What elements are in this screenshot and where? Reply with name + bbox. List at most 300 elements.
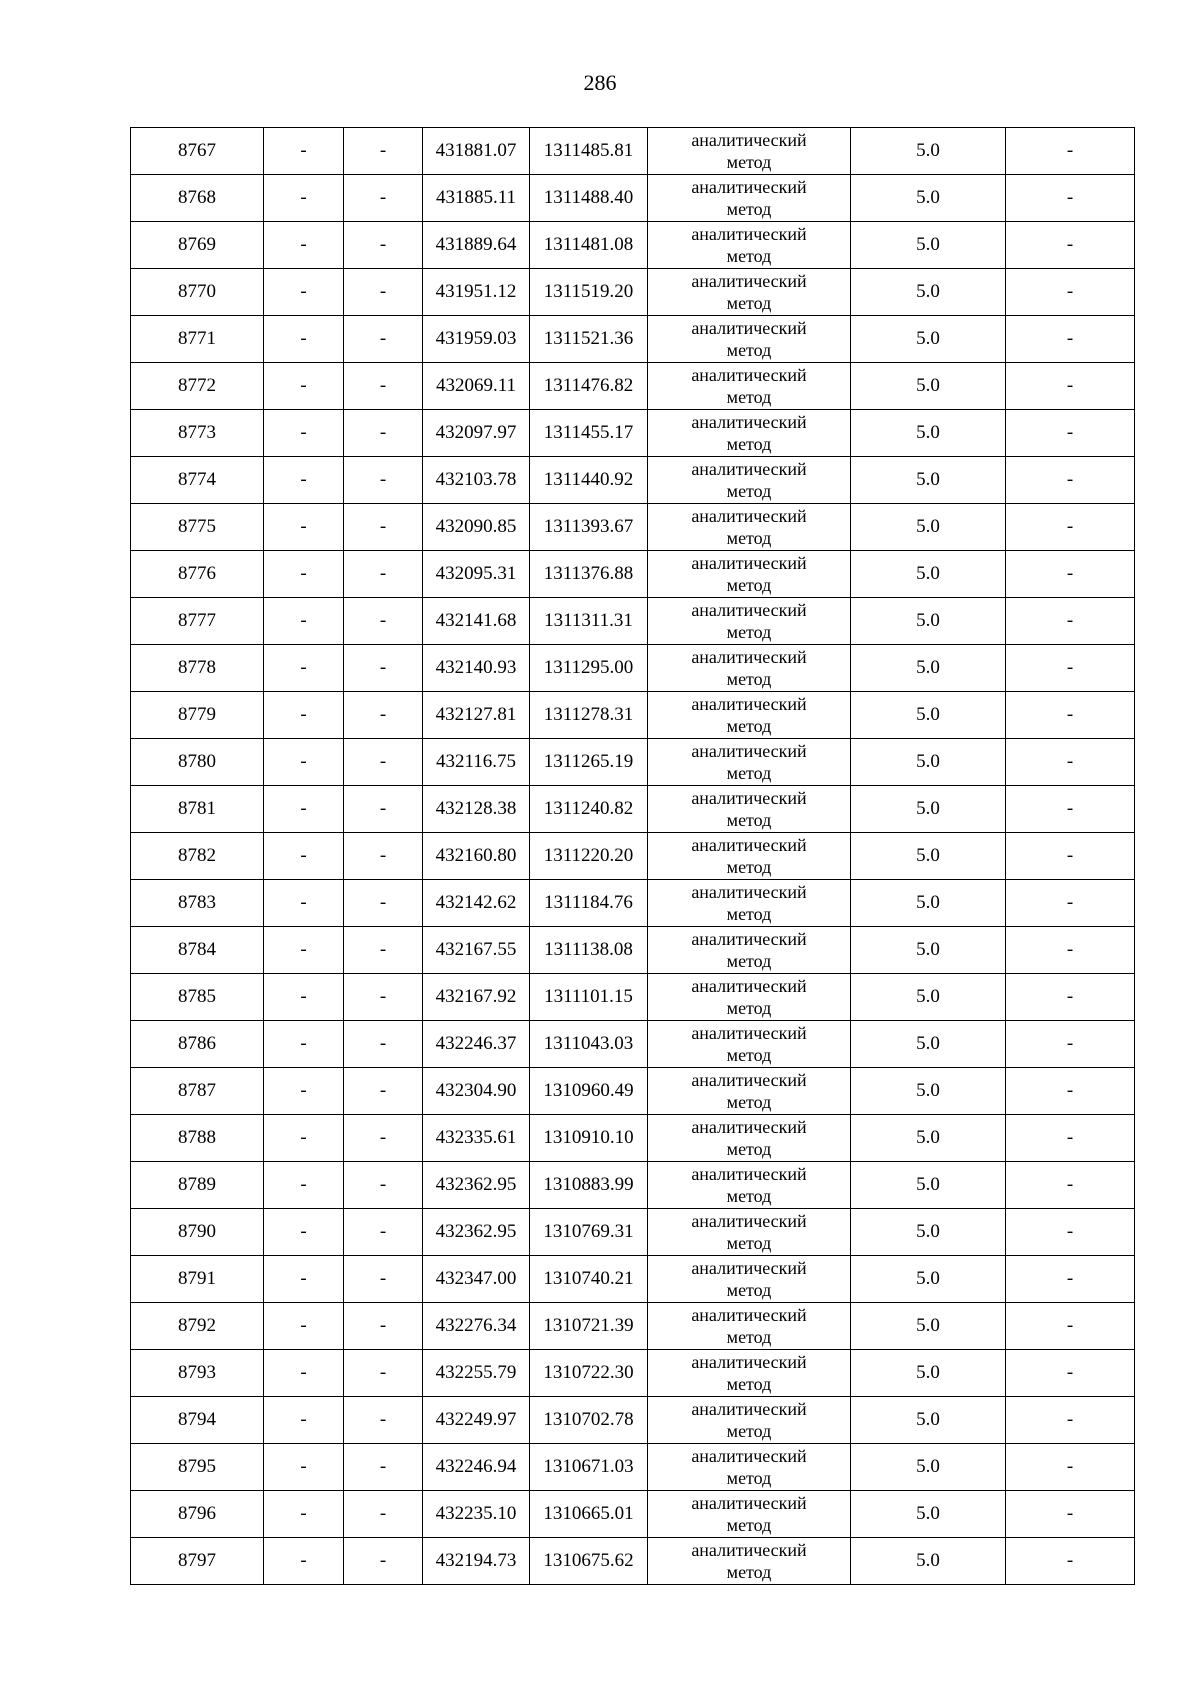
point-number-cell: 8773 xyxy=(131,410,264,457)
y-coordinate-cell: 1310722.30 xyxy=(530,1350,648,1397)
empty-cell: - xyxy=(264,551,344,598)
note-cell: - xyxy=(1006,457,1135,504)
method-cell xyxy=(648,833,851,880)
x-coordinate-cell: 432090.85 xyxy=(423,504,530,551)
x-coordinate-cell: 431959.03 xyxy=(423,316,530,363)
method-line-2: метод xyxy=(726,1045,772,1065)
accuracy-cell: 5.0 xyxy=(851,1350,1006,1397)
empty-cell: - xyxy=(344,598,423,645)
empty-cell: - xyxy=(264,457,344,504)
x-coordinate-cell: 432194.73 xyxy=(423,1538,530,1585)
empty-cell: - xyxy=(344,269,423,316)
empty-cell: - xyxy=(344,786,423,833)
empty-cell: - xyxy=(264,1350,344,1397)
note-cell: - xyxy=(1006,128,1135,175)
table-row xyxy=(131,1444,1135,1491)
method-line-1: аналитический xyxy=(691,788,807,808)
x-coordinate-cell: 432128.38 xyxy=(423,786,530,833)
method-line-2: метод xyxy=(726,857,772,877)
method-line-2: метод xyxy=(726,1233,772,1253)
method-line-2: метод xyxy=(726,622,772,642)
table-row xyxy=(131,128,1135,175)
method-cell xyxy=(648,1397,851,1444)
empty-cell: - xyxy=(344,833,423,880)
empty-cell: - xyxy=(344,1350,423,1397)
method-line-2: метод xyxy=(726,1280,772,1300)
note-cell: - xyxy=(1006,1491,1135,1538)
empty-cell: - xyxy=(344,1256,423,1303)
accuracy-cell: 5.0 xyxy=(851,974,1006,1021)
accuracy-cell: 5.0 xyxy=(851,645,1006,692)
method-line-1: аналитический xyxy=(691,882,807,902)
x-coordinate-cell: 432142.62 xyxy=(423,880,530,927)
empty-cell: - xyxy=(344,1491,423,1538)
method-line-1: аналитический xyxy=(691,1493,807,1513)
accuracy-cell: 5.0 xyxy=(851,504,1006,551)
empty-cell: - xyxy=(264,1303,344,1350)
empty-cell: - xyxy=(264,1209,344,1256)
y-coordinate-cell: 1310740.21 xyxy=(530,1256,648,1303)
table-row xyxy=(131,363,1135,410)
note-cell: - xyxy=(1006,1538,1135,1585)
point-number-cell: 8779 xyxy=(131,692,264,739)
method-line-1: аналитический xyxy=(691,365,807,385)
method-line-1: аналитический xyxy=(691,412,807,432)
empty-cell: - xyxy=(344,410,423,457)
y-coordinate-cell: 1310883.99 xyxy=(530,1162,648,1209)
accuracy-cell: 5.0 xyxy=(851,786,1006,833)
y-coordinate-cell: 1311220.20 xyxy=(530,833,648,880)
note-cell: - xyxy=(1006,1209,1135,1256)
empty-cell: - xyxy=(264,363,344,410)
table-row xyxy=(131,175,1135,222)
empty-cell: - xyxy=(264,1162,344,1209)
point-number-cell: 8770 xyxy=(131,269,264,316)
empty-cell: - xyxy=(264,1115,344,1162)
accuracy-cell: 5.0 xyxy=(851,1162,1006,1209)
x-coordinate-cell: 431885.11 xyxy=(423,175,530,222)
y-coordinate-cell: 1310665.01 xyxy=(530,1491,648,1538)
accuracy-cell: 5.0 xyxy=(851,1068,1006,1115)
empty-cell: - xyxy=(344,1303,423,1350)
table-row xyxy=(131,551,1135,598)
method-cell xyxy=(648,786,851,833)
x-coordinate-cell: 432246.37 xyxy=(423,1021,530,1068)
table-row xyxy=(131,880,1135,927)
table-row xyxy=(131,692,1135,739)
empty-cell: - xyxy=(264,128,344,175)
point-number-cell: 8784 xyxy=(131,927,264,974)
method-line-1: аналитический xyxy=(691,224,807,244)
x-coordinate-cell: 432335.61 xyxy=(423,1115,530,1162)
method-line-1: аналитический xyxy=(691,600,807,620)
point-number-cell: 8788 xyxy=(131,1115,264,1162)
method-cell xyxy=(648,316,851,363)
point-number-cell: 8786 xyxy=(131,1021,264,1068)
method-line-2: метод xyxy=(726,1421,772,1441)
method-line-2: метод xyxy=(726,1374,772,1394)
point-number-cell: 8793 xyxy=(131,1350,264,1397)
y-coordinate-cell: 1311393.67 xyxy=(530,504,648,551)
accuracy-cell: 5.0 xyxy=(851,927,1006,974)
method-line-1: аналитический xyxy=(691,506,807,526)
empty-cell: - xyxy=(264,974,344,1021)
method-line-2: метод xyxy=(726,340,772,360)
accuracy-cell: 5.0 xyxy=(851,1303,1006,1350)
empty-cell: - xyxy=(264,1256,344,1303)
method-line-1: аналитический xyxy=(691,1023,807,1043)
table-row xyxy=(131,833,1135,880)
empty-cell: - xyxy=(344,457,423,504)
method-line-2: метод xyxy=(726,1327,772,1347)
method-cell xyxy=(648,1068,851,1115)
empty-cell: - xyxy=(344,1538,423,1585)
y-coordinate-cell: 1311184.76 xyxy=(530,880,648,927)
table-row xyxy=(131,739,1135,786)
method-cell xyxy=(648,1303,851,1350)
empty-cell: - xyxy=(264,927,344,974)
empty-cell: - xyxy=(264,1068,344,1115)
method-cell xyxy=(648,692,851,739)
method-line-1: аналитический xyxy=(691,835,807,855)
empty-cell: - xyxy=(344,1068,423,1115)
point-number-cell: 8767 xyxy=(131,128,264,175)
empty-cell: - xyxy=(344,222,423,269)
method-cell xyxy=(648,927,851,974)
method-line-1: аналитический xyxy=(691,318,807,338)
method-line-2: метод xyxy=(726,387,772,407)
method-cell xyxy=(648,222,851,269)
method-cell xyxy=(648,504,851,551)
y-coordinate-cell: 1311376.88 xyxy=(530,551,648,598)
note-cell: - xyxy=(1006,692,1135,739)
x-coordinate-cell: 432127.81 xyxy=(423,692,530,739)
point-number-cell: 8785 xyxy=(131,974,264,1021)
x-coordinate-cell: 431889.64 xyxy=(423,222,530,269)
empty-cell: - xyxy=(344,1444,423,1491)
empty-cell: - xyxy=(344,927,423,974)
method-line-1: аналитический xyxy=(691,1305,807,1325)
y-coordinate-cell: 1311476.82 xyxy=(530,363,648,410)
point-number-cell: 8783 xyxy=(131,880,264,927)
method-line-1: аналитический xyxy=(691,177,807,197)
method-line-1: аналитический xyxy=(691,647,807,667)
x-coordinate-cell: 432255.79 xyxy=(423,1350,530,1397)
method-cell xyxy=(648,739,851,786)
point-number-cell: 8777 xyxy=(131,598,264,645)
x-coordinate-cell: 432095.31 xyxy=(423,551,530,598)
empty-cell: - xyxy=(264,692,344,739)
y-coordinate-cell: 1310721.39 xyxy=(530,1303,648,1350)
empty-cell: - xyxy=(344,692,423,739)
method-line-2: метод xyxy=(726,1186,772,1206)
accuracy-cell: 5.0 xyxy=(851,1444,1006,1491)
method-cell xyxy=(648,269,851,316)
empty-cell: - xyxy=(264,504,344,551)
empty-cell: - xyxy=(344,1209,423,1256)
y-coordinate-cell: 1311485.81 xyxy=(530,128,648,175)
accuracy-cell: 5.0 xyxy=(851,1256,1006,1303)
x-coordinate-cell: 432246.94 xyxy=(423,1444,530,1491)
method-line-2: метод xyxy=(726,528,772,548)
method-line-2: метод xyxy=(726,1092,772,1112)
note-cell: - xyxy=(1006,833,1135,880)
table-row xyxy=(131,1256,1135,1303)
method-cell xyxy=(648,551,851,598)
accuracy-cell: 5.0 xyxy=(851,222,1006,269)
note-cell: - xyxy=(1006,1350,1135,1397)
empty-cell: - xyxy=(264,598,344,645)
empty-cell: - xyxy=(264,1021,344,1068)
accuracy-cell: 5.0 xyxy=(851,410,1006,457)
note-cell: - xyxy=(1006,927,1135,974)
empty-cell: - xyxy=(344,128,423,175)
x-coordinate-cell: 432362.95 xyxy=(423,1209,530,1256)
table-row xyxy=(131,222,1135,269)
point-number-cell: 8768 xyxy=(131,175,264,222)
method-cell xyxy=(648,880,851,927)
accuracy-cell: 5.0 xyxy=(851,363,1006,410)
empty-cell: - xyxy=(344,363,423,410)
table-row xyxy=(131,1068,1135,1115)
note-cell: - xyxy=(1006,1256,1135,1303)
point-number-cell: 8790 xyxy=(131,1209,264,1256)
x-coordinate-cell: 432141.68 xyxy=(423,598,530,645)
x-coordinate-cell: 432276.34 xyxy=(423,1303,530,1350)
method-cell xyxy=(648,457,851,504)
table-row xyxy=(131,1115,1135,1162)
method-line-2: метод xyxy=(726,810,772,830)
x-coordinate-cell: 431881.07 xyxy=(423,128,530,175)
y-coordinate-cell: 1311240.82 xyxy=(530,786,648,833)
method-line-2: метод xyxy=(726,951,772,971)
empty-cell: - xyxy=(264,175,344,222)
y-coordinate-cell: 1310960.49 xyxy=(530,1068,648,1115)
empty-cell: - xyxy=(344,739,423,786)
y-coordinate-cell: 1310671.03 xyxy=(530,1444,648,1491)
accuracy-cell: 5.0 xyxy=(851,739,1006,786)
method-line-1: аналитический xyxy=(691,1164,807,1184)
method-line-1: аналитический xyxy=(691,1070,807,1090)
method-cell xyxy=(648,1021,851,1068)
page-number: 286 xyxy=(583,70,617,95)
method-line-1: аналитический xyxy=(691,271,807,291)
table-row xyxy=(131,410,1135,457)
accuracy-cell: 5.0 xyxy=(851,1491,1006,1538)
method-line-2: метод xyxy=(726,575,772,595)
y-coordinate-cell: 1311521.36 xyxy=(530,316,648,363)
y-coordinate-cell: 1311138.08 xyxy=(530,927,648,974)
point-number-cell: 8778 xyxy=(131,645,264,692)
accuracy-cell: 5.0 xyxy=(851,1021,1006,1068)
method-cell xyxy=(648,1444,851,1491)
empty-cell: - xyxy=(344,1162,423,1209)
empty-cell: - xyxy=(264,880,344,927)
method-line-2: метод xyxy=(726,1515,772,1535)
point-number-cell: 8792 xyxy=(131,1303,264,1350)
accuracy-cell: 5.0 xyxy=(851,1538,1006,1585)
method-line-2: метод xyxy=(726,246,772,266)
empty-cell: - xyxy=(344,316,423,363)
table-row xyxy=(131,1162,1135,1209)
x-coordinate-cell: 432362.95 xyxy=(423,1162,530,1209)
table-row xyxy=(131,786,1135,833)
method-line-1: аналитический xyxy=(691,1446,807,1466)
coordinates-table xyxy=(130,127,1135,1585)
accuracy-cell: 5.0 xyxy=(851,1115,1006,1162)
table-row xyxy=(131,1397,1135,1444)
accuracy-cell: 5.0 xyxy=(851,1209,1006,1256)
method-line-1: аналитический xyxy=(691,130,807,150)
method-line-2: метод xyxy=(726,763,772,783)
y-coordinate-cell: 1310702.78 xyxy=(530,1397,648,1444)
empty-cell: - xyxy=(344,1397,423,1444)
method-line-2: метод xyxy=(726,152,772,172)
empty-cell: - xyxy=(264,1444,344,1491)
method-line-2: метод xyxy=(726,199,772,219)
method-cell xyxy=(648,410,851,457)
y-coordinate-cell: 1310675.62 xyxy=(530,1538,648,1585)
y-coordinate-cell: 1311295.00 xyxy=(530,645,648,692)
table-body xyxy=(131,128,1135,1585)
accuracy-cell: 5.0 xyxy=(851,551,1006,598)
y-coordinate-cell: 1311440.92 xyxy=(530,457,648,504)
x-coordinate-cell: 432160.80 xyxy=(423,833,530,880)
accuracy-cell: 5.0 xyxy=(851,175,1006,222)
method-line-1: аналитический xyxy=(691,1399,807,1419)
note-cell: - xyxy=(1006,504,1135,551)
empty-cell: - xyxy=(344,645,423,692)
table-row xyxy=(131,927,1135,974)
table-row xyxy=(131,598,1135,645)
note-cell: - xyxy=(1006,316,1135,363)
note-cell: - xyxy=(1006,1444,1135,1491)
y-coordinate-cell: 1311488.40 xyxy=(530,175,648,222)
point-number-cell: 8791 xyxy=(131,1256,264,1303)
empty-cell: - xyxy=(264,269,344,316)
point-number-cell: 8787 xyxy=(131,1068,264,1115)
method-line-2: метод xyxy=(726,998,772,1018)
accuracy-cell: 5.0 xyxy=(851,457,1006,504)
y-coordinate-cell: 1311519.20 xyxy=(530,269,648,316)
method-cell xyxy=(648,1209,851,1256)
note-cell: - xyxy=(1006,786,1135,833)
note-cell: - xyxy=(1006,1021,1135,1068)
table-row xyxy=(131,974,1135,1021)
x-coordinate-cell: 431951.12 xyxy=(423,269,530,316)
empty-cell: - xyxy=(344,1021,423,1068)
note-cell: - xyxy=(1006,1303,1135,1350)
x-coordinate-cell: 432347.00 xyxy=(423,1256,530,1303)
x-coordinate-cell: 432116.75 xyxy=(423,739,530,786)
method-cell xyxy=(648,1538,851,1585)
empty-cell: - xyxy=(264,410,344,457)
table-row xyxy=(131,1538,1135,1585)
point-number-cell: 8775 xyxy=(131,504,264,551)
empty-cell: - xyxy=(264,316,344,363)
empty-cell: - xyxy=(264,739,344,786)
point-number-cell: 8789 xyxy=(131,1162,264,1209)
table-row xyxy=(131,645,1135,692)
method-cell xyxy=(648,645,851,692)
table-row xyxy=(131,1350,1135,1397)
method-line-1: аналитический xyxy=(691,694,807,714)
y-coordinate-cell: 1310769.31 xyxy=(530,1209,648,1256)
x-coordinate-cell: 432103.78 xyxy=(423,457,530,504)
table-row xyxy=(131,457,1135,504)
empty-cell: - xyxy=(264,1538,344,1585)
empty-cell: - xyxy=(264,222,344,269)
point-number-cell: 8776 xyxy=(131,551,264,598)
note-cell: - xyxy=(1006,1068,1135,1115)
accuracy-cell: 5.0 xyxy=(851,598,1006,645)
method-cell xyxy=(648,128,851,175)
method-line-2: метод xyxy=(726,1562,772,1582)
table-row xyxy=(131,1303,1135,1350)
method-cell xyxy=(648,1350,851,1397)
table-row xyxy=(131,1021,1135,1068)
method-line-2: метод xyxy=(726,434,772,454)
note-cell: - xyxy=(1006,363,1135,410)
point-number-cell: 8772 xyxy=(131,363,264,410)
table-row xyxy=(131,1209,1135,1256)
method-line-1: аналитический xyxy=(691,1258,807,1278)
method-cell xyxy=(648,974,851,1021)
method-line-1: аналитический xyxy=(691,1352,807,1372)
x-coordinate-cell: 432167.92 xyxy=(423,974,530,1021)
x-coordinate-cell: 432140.93 xyxy=(423,645,530,692)
method-line-2: метод xyxy=(726,1468,772,1488)
method-line-2: метод xyxy=(726,904,772,924)
point-number-cell: 8780 xyxy=(131,739,264,786)
empty-cell: - xyxy=(344,551,423,598)
note-cell: - xyxy=(1006,598,1135,645)
method-cell xyxy=(648,1256,851,1303)
empty-cell: - xyxy=(264,1397,344,1444)
method-line-1: аналитический xyxy=(691,553,807,573)
x-coordinate-cell: 432167.55 xyxy=(423,927,530,974)
y-coordinate-cell: 1311278.31 xyxy=(530,692,648,739)
point-number-cell: 8771 xyxy=(131,316,264,363)
empty-cell: - xyxy=(344,1115,423,1162)
method-cell xyxy=(648,598,851,645)
note-cell: - xyxy=(1006,175,1135,222)
method-line-1: аналитический xyxy=(691,1211,807,1231)
note-cell: - xyxy=(1006,974,1135,1021)
empty-cell: - xyxy=(344,504,423,551)
empty-cell: - xyxy=(344,175,423,222)
method-line-1: аналитический xyxy=(691,929,807,949)
method-line-2: метод xyxy=(726,669,772,689)
table-row xyxy=(131,1491,1135,1538)
note-cell: - xyxy=(1006,222,1135,269)
method-line-2: метод xyxy=(726,1139,772,1159)
table-row xyxy=(131,269,1135,316)
x-coordinate-cell: 432069.11 xyxy=(423,363,530,410)
accuracy-cell: 5.0 xyxy=(851,1397,1006,1444)
note-cell: - xyxy=(1006,1162,1135,1209)
note-cell: - xyxy=(1006,880,1135,927)
note-cell: - xyxy=(1006,551,1135,598)
note-cell: - xyxy=(1006,739,1135,786)
method-cell xyxy=(648,1491,851,1538)
empty-cell: - xyxy=(264,833,344,880)
method-line-2: метод xyxy=(726,481,772,501)
empty-cell: - xyxy=(344,974,423,1021)
note-cell: - xyxy=(1006,1115,1135,1162)
empty-cell: - xyxy=(264,1491,344,1538)
note-cell: - xyxy=(1006,1397,1135,1444)
